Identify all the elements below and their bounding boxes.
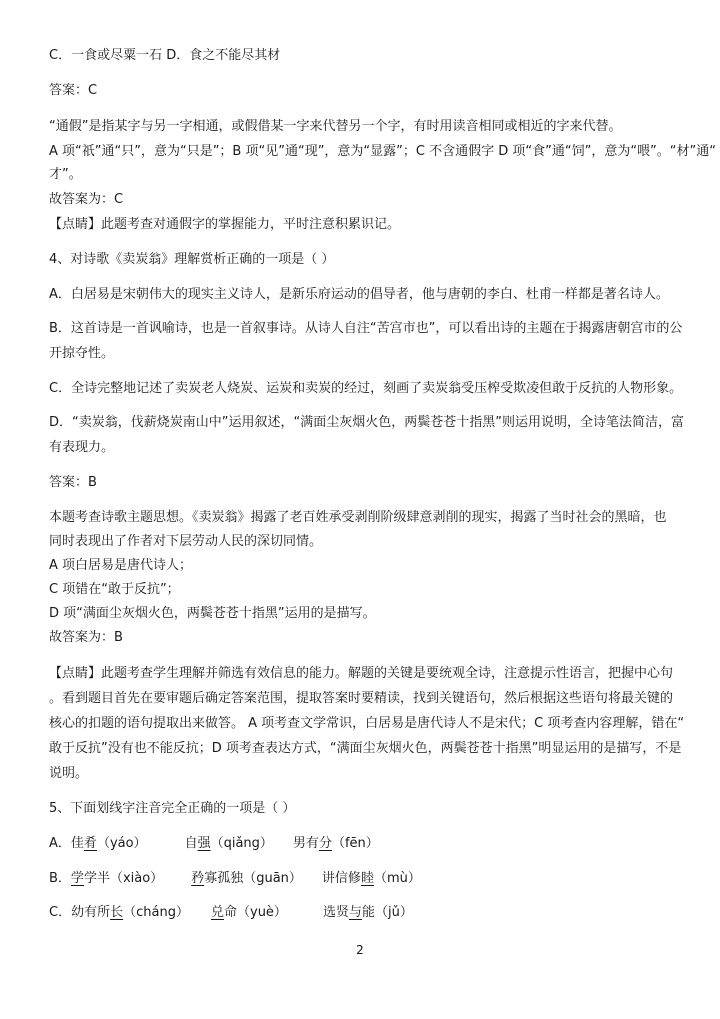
q4-comment-line-5: 说明。: [49, 766, 89, 781]
q5-a-label: A．: [49, 836, 71, 851]
q5-c3-prefix: 选贤: [322, 905, 349, 920]
q5-c1-underlined: 长: [110, 905, 124, 920]
q4-option-b-line-2: 开掠夺性。: [49, 346, 115, 361]
q4-answer: 答案：B: [49, 475, 97, 490]
q5-b2-pinyin: （guān）: [243, 871, 302, 886]
q3-final-answer: 故答案为：C: [49, 192, 124, 207]
q5-c2-pinyin: （yuè）: [237, 905, 287, 920]
q4-explanation-line-2: 同时表现出了作者对下层劳动人民的深切同情。: [49, 534, 323, 549]
q5-b2-suffix: 寡孤独: [204, 871, 244, 886]
q5-option-b: [49, 871, 421, 887]
q3-option-c-d: C．一食或尽粟一石 D．食之不能尽其材: [49, 48, 281, 63]
q5-c2-suffix: 命: [223, 905, 237, 920]
q4-final-answer: 故答案为：B: [49, 630, 123, 645]
q4-explanation-line-4: C 项错在“敢于反抗”；: [49, 582, 180, 597]
q4-comment-line-4: 敢于反抗”没有也不能反抗；D 项考查表达方式，“满面尘灰烟火色，两鬓苍苍十指黑”明显运用的是描写，不是: [49, 741, 682, 756]
q5-option-a: [49, 836, 379, 852]
q5-b1-pinyin: （xiào）: [109, 871, 164, 886]
q5-b2-underlined: 矜: [191, 871, 205, 886]
q5-a2-prefix: 自: [184, 836, 198, 851]
q4-option-a: A．白居易是宋朝伟大的现实主义诗人，是新乐府运动的倡导者，他与唐朝的李白、杜甫一样都是著名诗人。: [49, 287, 669, 302]
q5-b-label: B．: [49, 871, 71, 886]
page-number: 2: [356, 943, 364, 957]
q4-explanation-line-3: A 项白居易是唐代诗人；: [49, 558, 193, 573]
q4-explanation-line-5: D 项“满面尘灰烟火色，两鬓苍苍十指黑”运用的是描写。: [49, 606, 376, 621]
q5-stem: 5、下面划线字注音完全正确的一项是（ ）: [49, 801, 296, 816]
q5-a3-pinyin: （fēn）: [331, 836, 379, 851]
q5-option-c: [49, 905, 413, 921]
q5-c-label: C．: [49, 905, 72, 920]
q5-b3-pinyin: （mù）: [373, 871, 421, 886]
q5-a1-underlined: 肴: [83, 836, 97, 851]
q4-option-d-line-2: 有表现力。: [49, 440, 115, 455]
q5-b1-underlined: 学: [70, 871, 84, 886]
q5-a3-prefix: 男有: [292, 836, 319, 851]
q5-c1-pinyin: （cháng）: [123, 905, 189, 920]
q4-option-d-line-1: D．“卖炭翁，伐薪烧炭南山中”运用叙述，“满面尘灰烟火色，两鬓苍苍十指黑”则运用说明，全诗笔法简洁，富: [49, 415, 684, 430]
q5-c3-suffix: 能: [361, 905, 375, 920]
q3-explanation-line-3: 才”。: [49, 167, 82, 182]
q4-comment-line-2: 。看到题目首先在要审题后确定答案范围，提取答案时要精读，找到关键语句，然后根据这些语句将最关键的: [49, 691, 674, 706]
q5-a1-prefix: 佳: [70, 836, 84, 851]
q5-a3-underlined: 分: [318, 836, 332, 851]
q3-explanation-line-1: “通假”是指某字与另一字相通，或假借某一字来代替另一个字，有时用读音相同或相近的字来代替。: [49, 119, 622, 134]
q4-comment-line-3: 核心的扣题的语句提取出来做答。 A 项考查文学常识，白居易是唐代诗人不是宋代；C 项考查内容理解，错在“: [49, 716, 685, 731]
q5-c1-prefix: 幼有所: [71, 905, 111, 920]
q4-option-b-line-1: B．这首诗是一首讽喻诗，也是一首叙事诗。从诗人自注“苦宫市也”，可以看出诗的主题在于揭露唐朝宫市的公: [49, 321, 683, 336]
q4-comment-line-1: 【点睛】此题考查学生理解并筛选有效信息的能力。解题的关键是要统观全诗，注意提示性语言，把握中心句: [49, 666, 674, 681]
q5-c2-underlined: 兑: [210, 905, 224, 920]
q5-b3-prefix: 讲信修: [321, 871, 361, 886]
q4-explanation-line-1: 本题考查诗歌主题思想。《卖炭翁》揭露了老百姓承受剥削阶级肆意剥削的现实，揭露了当时社会的黑暗，也: [49, 510, 667, 525]
q3-comment: 【点睛】此题考查对通假字的掌握能力，平时注意积累识记。: [49, 217, 401, 232]
q5-b3-underlined: 睦: [360, 871, 374, 886]
q5-a2-underlined: 强: [197, 836, 211, 851]
q5-b1-suffix: 学半: [83, 871, 110, 886]
q5-a2-pinyin: （qiǎng）: [210, 836, 273, 851]
q4-stem: 4、对诗歌《卖炭翁》理解赏析正确的一项是（ ）: [49, 252, 335, 267]
q3-explanation-line-2: A 项“祇”通“只”，意为“只是”；B 项“见”通“现”，意为“显露”；C 不含通假字 D 项“食”通“饲”，意为“喂”。“材”通“: [49, 144, 716, 159]
q5-c3-pinyin: （jǔ）: [374, 905, 413, 920]
q3-answer: 答案：C: [49, 83, 98, 98]
q4-option-c: C．全诗完整地记述了卖炭老人烧炭、运炭和卖炭的经过，刻画了卖炭翁受压榨受欺凌但敢于反抗的人物形象。: [49, 381, 683, 396]
q5-a1-pinyin: （yáo）: [96, 836, 147, 851]
q5-c3-underlined: 与: [348, 905, 362, 920]
